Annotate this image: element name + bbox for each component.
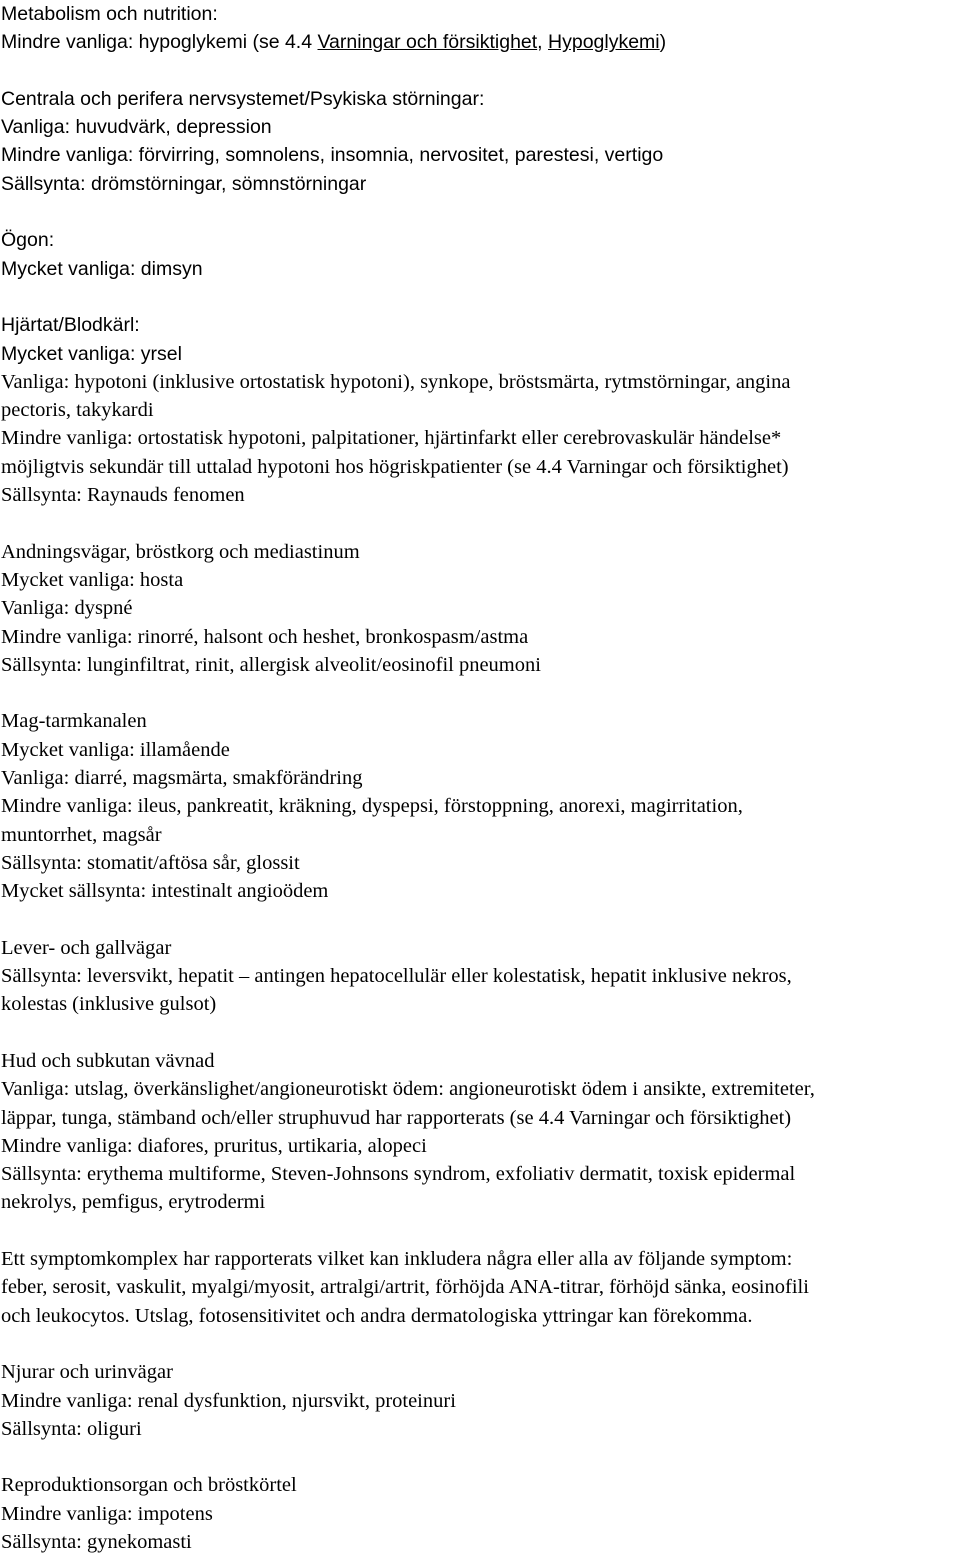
text-line: Sällsynta: oliguri: [1, 1417, 142, 1440]
section: [1, 226, 959, 283]
section: [1, 1047, 959, 1217]
text-line: Mindre vanliga: ortostatisk hypotoni, palpitationer, hjärtinfarkt eller cerebrovaskulär händelse*: [1, 427, 782, 450]
text-line: möjligtvis sekundär till uttalad hypotoni hos högriskpatienter (se 4.4 Varningar och försiktighet): [1, 455, 789, 478]
text-line: Mycket vanliga: dimsyn: [1, 257, 203, 280]
text-line: Vanliga: dyspné: [1, 597, 133, 620]
text-line: Sällsynta: Raynauds fenomen: [1, 484, 245, 507]
section: [1, 707, 959, 905]
text-line: Mycket vanliga: yrsel: [1, 342, 182, 365]
text-line: Vanliga: huvudvärk, depression: [1, 116, 272, 139]
text-line: Sällsynta: stomatit/aftösa sår, glossit: [1, 851, 300, 874]
section-heading: Hjärtat/Blodkärl:: [1, 314, 140, 337]
text-line: Mycket vanliga: illamående: [1, 738, 230, 761]
text-line: muntorrhet, magsår: [1, 823, 162, 846]
section-heading: Lever- och gallvägar: [1, 936, 172, 959]
text-line: Mycket sällsynta: intestinalt angioödem: [1, 880, 329, 903]
text-line: Sällsynta: lunginfiltrat, rinit, allergisk alveolit/eosinofil pneumoni: [1, 653, 541, 676]
text-line: Mindre vanliga: renal dysfunktion, njursvikt, proteinuri: [1, 1389, 456, 1412]
text-line: Mycket vanliga: hosta: [1, 568, 184, 591]
section-heading: Ett symptomkomplex har rapporterats vilket kan inkludera några eller alla av följande symptom:: [1, 1248, 793, 1271]
section-heading: Reproduktionsorgan och bröstkörtel: [1, 1474, 297, 1497]
section: [1, 1358, 959, 1443]
section-heading: Hud och subkutan vävnad: [1, 1049, 215, 1072]
text-line: Sällsynta: drömstörningar, sömnstörningar: [1, 172, 367, 195]
text-line: feber, serosit, vaskulit, myalgi/myosit, artralgi/artrit, förhöjda ANA-titrar, förhöjd sänka, eosinofili: [1, 1276, 809, 1299]
text-line: Mindre vanliga: ileus, pankreatit, kräkning, dyspepsi, förstoppning, anorexi, magirritation,: [1, 795, 743, 818]
text-line: [1, 28, 959, 56]
text-line: Mindre vanliga: impotens: [1, 1502, 213, 1525]
section: [1, 0, 959, 57]
section: [1, 934, 959, 1019]
text-line: Vanliga: hypotoni (inklusive ortostatisk hypotoni), synkope, bröstsmärta, rytmstörningar, angina: [1, 370, 791, 393]
text-span: ,: [537, 31, 549, 54]
text-line: nekrolys, pemfigus, erytrodermi: [1, 1191, 266, 1214]
section-heading: Mag-tarmkanalen: [1, 710, 147, 733]
text-line: Mindre vanliga: rinorré, halsont och heshet, bronkospasm/astma: [1, 625, 529, 648]
text-line: läppar, tunga, stämband och/eller struphuvud har rapporterats (se 4.4 Varningar och försiktighet): [1, 1106, 792, 1129]
text-line: kolestas (inklusive gulsot): [1, 993, 217, 1016]
text-span: ): [659, 31, 667, 54]
text-span: Mindre vanliga: hypoglykemi (se 4.4: [1, 31, 318, 54]
text-line: Vanliga: utslag, överkänslighet/angioneurotiskt ödem: angioneurotiskt ödem i ansikte, extremiteter,: [1, 1078, 815, 1101]
text-line: Mindre vanliga: förvirring, somnolens, insomnia, nervositet, parestesi, vertigo: [1, 144, 664, 167]
section-heading: Centrala och perifera nervsystemet/Psykiska störningar:: [1, 87, 485, 110]
document-body: [1, 0, 959, 1556]
text-line: Sällsynta: gynekomasti: [1, 1531, 192, 1554]
section-heading: Metabolism och nutrition:: [1, 3, 218, 25]
section: [1, 311, 959, 509]
section-heading: Andningsvägar, bröstkorg och mediastinum: [1, 540, 360, 563]
section: [1, 1471, 959, 1556]
text-line: Sällsynta: erythema multiforme, Steven-Johnsons syndrom, exfoliativ dermatit, toxisk epidermal: [1, 1163, 796, 1186]
text-line: och leukocytos. Utslag, fotosensitivitet och andra dermatologiska yttringar kan förekomma.: [1, 1304, 753, 1327]
text-line: Vanliga: diarré, magsmärta, smakförändring: [1, 767, 363, 790]
cross-reference-link[interactable]: Hypoglykemi: [548, 31, 660, 54]
section: [1, 85, 959, 198]
cross-reference-link[interactable]: Varningar och försiktighet: [317, 31, 538, 54]
text-line: Sällsynta: leversvikt, hepatit – antingen hepatocellulär eller kolestatisk, hepatit inklusive nekros,: [1, 965, 792, 988]
section: [1, 1245, 959, 1330]
text-line: pectoris, takykardi: [1, 399, 154, 422]
section-heading: Njurar och urinvägar: [1, 1361, 173, 1384]
text-line: Mindre vanliga: diafores, pruritus, urtikaria, alopeci: [1, 1134, 427, 1157]
section: [1, 538, 959, 679]
section-heading: Ögon:: [1, 229, 55, 252]
